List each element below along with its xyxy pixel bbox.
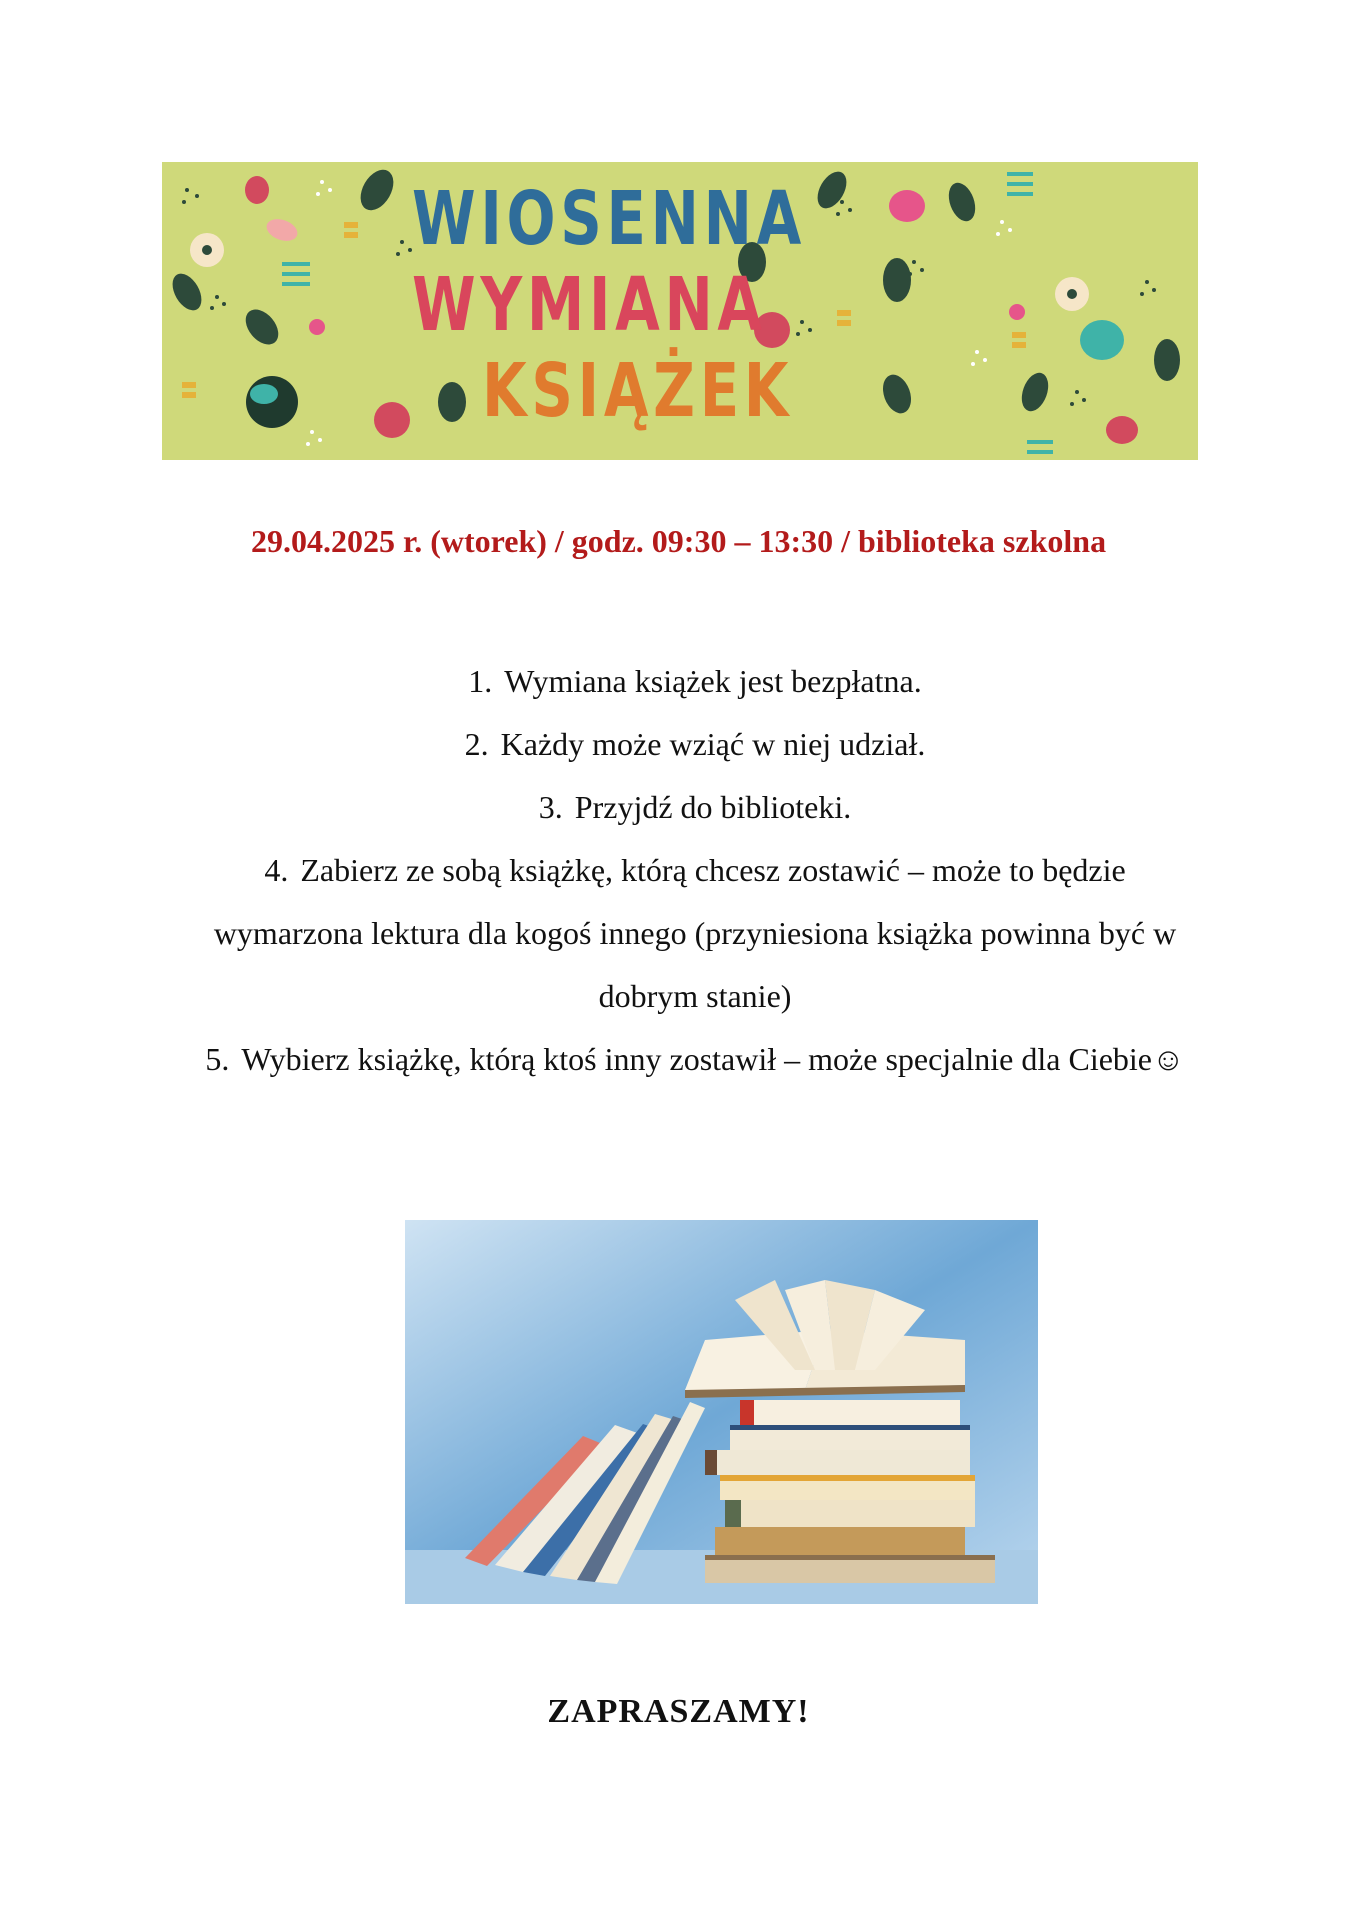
rule-number: 2. (464, 726, 489, 762)
rule-number: 1. (468, 663, 493, 699)
books-photo (405, 1220, 1038, 1604)
rule-text: Każdy może wziąć w niej udział. (500, 726, 926, 762)
banner-title-line-2: WYMIANA (412, 262, 767, 348)
rule-item (190, 713, 1200, 776)
banner-title (412, 176, 872, 434)
stacked-books (705, 1400, 995, 1583)
rule-text: Wymiana książek jest bezpłatna. (504, 663, 922, 699)
closing-text: ZAPRASZAMY! (547, 1693, 810, 1730)
leaf-icon (878, 371, 916, 417)
leaf-icon (883, 258, 911, 302)
leaf-icon (1154, 339, 1180, 381)
rule-number: 4. (264, 852, 289, 888)
rule-text: Przyjdź do biblioteki. (574, 789, 852, 825)
rule-item (190, 839, 1200, 1028)
petal-icon (264, 215, 301, 245)
rule-number: 5. (205, 1041, 230, 1077)
header-banner (162, 162, 1198, 460)
rule-text: Zabierz ze sobą książkę, którą chcesz zostawić – może to będzie wymarzona lektura dla kogoś innego (przyniesiona książka powinna być w dobrym stanie) (213, 852, 1177, 1014)
rule-number: 3. (538, 789, 563, 825)
leaf-icon (354, 164, 400, 216)
book-stack-illustration (405, 1220, 1038, 1604)
banner-title-line-3: KSIĄŻEK (482, 348, 794, 434)
rules-list (190, 650, 1200, 1091)
leaf-icon (167, 269, 208, 316)
leaf-icon (944, 179, 980, 225)
leaf-icon (1017, 369, 1053, 415)
rule-item (190, 650, 1200, 713)
event-details: 29.04.2025 r. (wtorek) / godz. 09:30 – 13:30 / biblioteka szkolna (250, 523, 1107, 559)
rule-text: Wybierz książkę, którą ktoś inny zostawił – może specjalnie dla Ciebie☺ (241, 1041, 1185, 1077)
leaf-icon (239, 303, 285, 350)
banner-title-line-1: WIOSENNA (412, 176, 806, 262)
rule-item (190, 1028, 1200, 1091)
rule-item (190, 776, 1200, 839)
